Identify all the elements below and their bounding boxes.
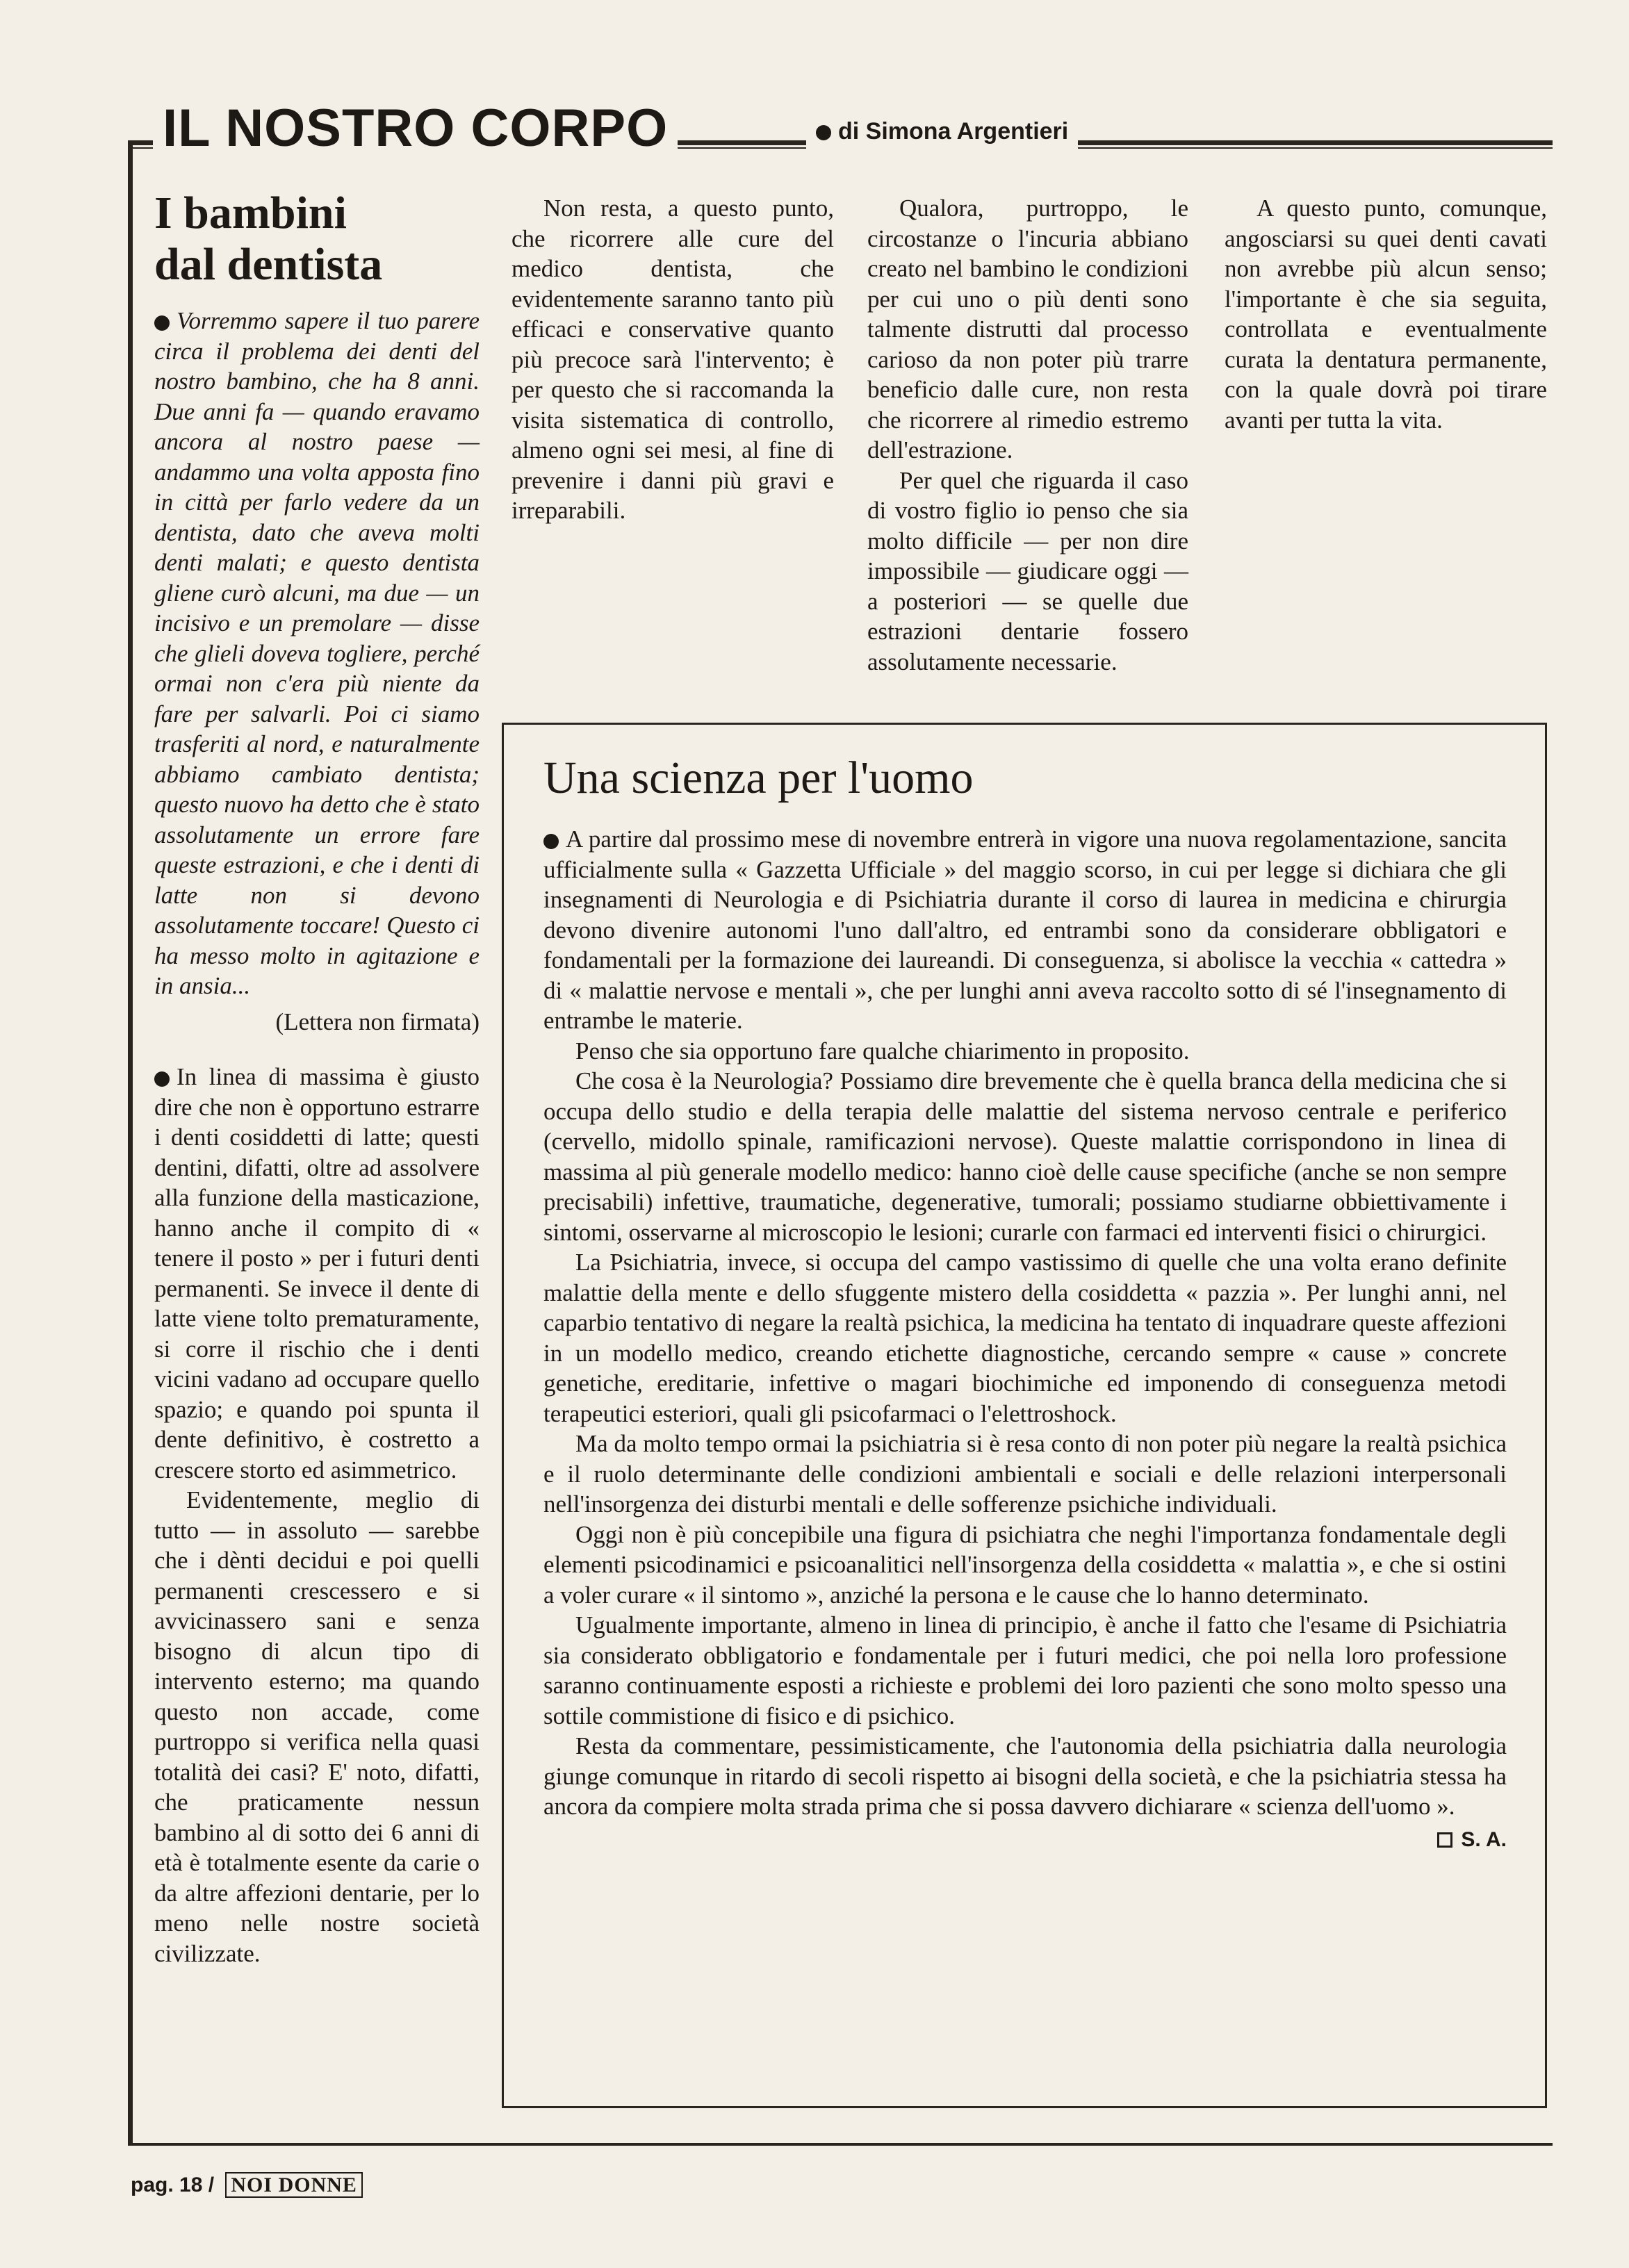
- section-header: [128, 97, 1553, 160]
- page-frame-bottom: [128, 2143, 1553, 2146]
- bullet-icon: [154, 1071, 170, 1087]
- article-title: [154, 188, 480, 290]
- section-title: IL NOSTRO CORPO: [153, 97, 678, 160]
- article-column-3: [867, 193, 1188, 677]
- article-column-4: [1225, 193, 1547, 435]
- body-paragraph: Penso che sia opportuno fare qualche chiarimento in proposito.: [575, 1037, 1190, 1065]
- body-paragraph: Oggi non è più concepibile una figura di psichiatra che neghi l'importanza fondamentale degli elementi psicodinamici e psicoanalitici nell'insorgenza della cosiddetta « malattia », e che si ostini a voler curare « il sintomo », anziché la persona e le cause che lo hanno determinato.: [543, 1520, 1507, 1609]
- author-byline: [806, 110, 1078, 153]
- article-column-2: [511, 193, 834, 526]
- magazine-logo: NOI DONNE: [225, 2172, 363, 2198]
- reply-paragraph: Qualora, purtroppo, le circostanze o l'incuria abbiano creato nel bambino le condizioni per cui uno o più denti sono talmente distrutti dal processo carioso da non poter più trarre beneficio dalle cure, non resta che ricorrere al rimedio estremo dell'estrazione.: [867, 195, 1188, 463]
- article-title-line1: I bambini: [154, 188, 347, 238]
- reader-letter: Vorremmo sapere il tuo parere circa il problema dei denti del nostro bambino, che ha 8 anni. Due anni fa — quando eravamo ancora al nostro paese — andammo una volta apposta fino in città per farlo vedere da un dentista, dato che aveva molti denti malati; e questo dentista gliene curò alcuni, ma due — un incisivo e un premolare — disse che glieli doveva togliere, perché ormai non c'era più niente da fare per salvarli. Poi ci siamo trasferiti al nord, e naturalmente abbiamo cambiato dentista; questo nuovo ha detto che è stato assolutamente un errore fare queste estrazioni, e che i denti di latte non si devono assolutamente toccare! Questo ci ha messo molto in agitazione e in ansia...: [154, 307, 480, 999]
- page-frame-left: [128, 145, 133, 2146]
- boxed-article-title: Una scienza per l'uomo: [543, 753, 974, 803]
- page-number: pag. 18 /: [131, 2174, 215, 2196]
- boxed-article-body: [543, 824, 1507, 1855]
- reply-paragraph: A questo punto, comunque, angosciarsi su quei denti cavati non avrebbe più alcun senso; l'importante è che sia seguita, controllata e eventualmente curata la dentatura permanente, con la quale dovrà poi tirare avanti per tutta la vita.: [1225, 195, 1547, 434]
- article-column-1: [154, 188, 480, 1969]
- body-paragraph: A partire dal prossimo mese di novembre entrerà in vigore una nuova regolamentazione, sancita ufficialmente sulla « Gazzetta Ufficiale » del maggio scorso, in cui per legge si dichiara che gli insegnamenti di Neurologia e di Psichiatria durante il corso di laurea in medicina e chirurgia devono divenire autonomi l'uno dall'altro, ed entrambi sono da considerare obbligatori e fondamentali per la formazione dei laureandi. Di conseguenza, si abolisce la vecchia « cattedra » di « malattie nervose e mentali », che per lunghi anni aveva raccolto sotto di sé l'insegnamento di entrambe le materie.: [543, 825, 1507, 1034]
- body-paragraph: Resta da commentare, pessimisticamente, che l'autonomia della psichiatria dalla neurologia giunge comunque in ritardo di secoli rispetto ai bisogni della società, e che la psichiatria stessa ha ancora da compiere molta strada prima che si possa davvero dichiarare « scienza dell'uomo ».: [543, 1732, 1507, 1820]
- bullet-icon: [816, 125, 831, 140]
- body-paragraph: Che cosa è la Neurologia? Possiamo dire brevemente che è quella branca della medicina che si occupa dello studio e della terapia delle malattie del sistema nervoso centrale e periferico (cervello, midollo spinale, ramificazioni nervose). Queste malattie corrispondono in linea di massima al più generale modello medico: hanno cioè delle cause specifiche (anche se non sempre precisabili) infettive, traumatiche, degenerative, tumorali; possiamo studiarne obbiettivamente i sintomi, osservarne al microscopio le lesioni; curarle con farmaci ed interventi fisici o chirurgici.: [543, 1067, 1507, 1246]
- end-mark-icon: [1437, 1832, 1452, 1848]
- body-paragraph: Ma da molto tempo ormai la psichiatria si è resa conto di non poter più negare la realtà psichica e il ruolo determinante delle condizioni ambientali e sociali e delle relazioni interpersonali nell'insorgenza dei disturbi mentali e delle sofferenze psichiche individuali.: [543, 1430, 1507, 1518]
- article-title-line2: dal dentista: [154, 239, 383, 290]
- article-signature: S. A.: [543, 1825, 1507, 1855]
- page-footer: [131, 2168, 363, 2203]
- author-name: di Simona Argentieri: [838, 118, 1069, 145]
- letter-signature: (Lettera non firmata): [275, 1008, 480, 1035]
- reply-paragraph: Evidentemente, meglio di tutto — in assoluto — sarebbe che i dènti decidui e poi quelli permanenti crescessero e si avvicinassero sani e senza bisogno di alcun tipo di intervento esterno; ma quando questo non accade, come purtroppo si verifica nella quasi totalità dei casi? E' noto, difatti, che praticamente nessun bambino al di sotto dei 6 anni di età è totalmente esente da carie o da altre affezioni dentarie, per lo meno nelle nostre società civilizzate.: [154, 1486, 480, 1967]
- body-paragraph: Ugualmente importante, almeno in linea di principio, è anche il fatto che l'esame di Psichiatria sia considerato obbligatorio e fondamentale per i futuri medici, che poi nella loro professione saranno continuamente esposti a richieste e problemi dei loro pazienti che sono molto spesso una sottile commistione di fisico e di psichico.: [543, 1611, 1507, 1729]
- body-paragraph: La Psichiatria, invece, si occupa del campo vastissimo di quelle che una volta erano definite malattie della mente e dello sfuggente mistero della cosiddetta « pazzia ». Per lunghi anni, nel caparbio tentativo di negare la realtà psichica, la medicina ha tentato di inquadrare queste affezioni in un modello medico, creando etichette diagnostiche, cercando sempre « cause » concrete genetiche, ereditarie, infettive o magari biochimiche ed imponendo di conseguenza metodi terapeutici esteriori, quali gli psicofarmaci o l'elettroshock.: [543, 1249, 1507, 1427]
- reply-paragraph: In linea di massima è giusto dire che non è opportuno estrarre i denti cosiddetti di latte; questi dentini, difatti, oltre ad assolvere alla funzione della masticazione, hanno anche il compito di « tenere il posto » per i futuri denti permanenti. Se invece il dente di latte viene tolto prematuramente, si corre il rischio che i denti vicini vadano ad occupare quello spazio; e quando poi spunta il dente definitivo, è costretto a crescere storto ed asimmetrico.: [154, 1063, 480, 1484]
- bullet-icon: [543, 834, 559, 849]
- reply-paragraph: Per quel che riguarda il caso di vostro figlio io penso che sia molto difficile — per non dire impossibile — giudicare oggi — a posteriori — se quelle due estrazioni dentarie fossero assolutamente necessarie.: [867, 466, 1188, 675]
- reply-paragraph: Non resta, a questo punto, che ricorrere alle cure del medico dentista, che evidentemente saranno tanto più efficaci e conservative quanto più precoce sarà l'intervento; è per questo che si raccomanda la visita sistematica di controllo, almeno ogni sei mesi, al fine di prevenire i danni più gravi e irreparabili.: [511, 195, 834, 524]
- bullet-icon: [154, 315, 170, 331]
